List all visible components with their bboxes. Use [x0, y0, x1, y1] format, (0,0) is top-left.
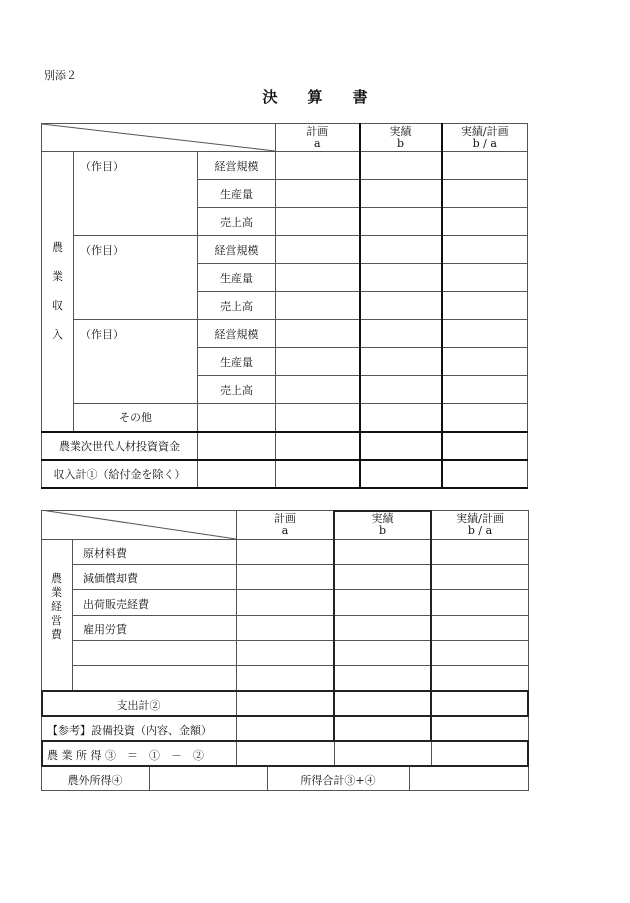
crop-label: （作目）: [74, 236, 198, 320]
metric-label: 経営規模: [198, 320, 276, 348]
crop-label: （作目）: [74, 320, 198, 404]
crop-label: （作目）: [74, 152, 198, 236]
cell-ratio[interactable]: [442, 180, 528, 208]
col-ratio-header-text: 実績/計画 b / a: [456, 512, 504, 537]
expense-item-label: 出荷販売経費: [83, 598, 149, 611]
cell-actual[interactable]: [360, 432, 442, 460]
metric-label: 生産量: [198, 348, 276, 376]
farm-expense-group-label: 農 業 経 営 費: [51, 572, 62, 641]
expenses-grid: [41, 510, 529, 792]
reference-label: 【参考】設備投資（内容、金額）: [47, 724, 212, 737]
col-actual-header: 実績 b: [360, 124, 442, 152]
metric-label: 経営規模: [198, 236, 276, 264]
header-diagonal-cell: [42, 124, 276, 152]
expense-total-label: 支出計②: [116, 699, 161, 712]
col-ratio-header: 実績/計画 b / a: [442, 124, 528, 152]
page-title: 決 算 書: [262, 88, 368, 106]
cell-ratio[interactable]: [442, 236, 528, 264]
cell-ratio[interactable]: [442, 376, 528, 404]
cell-plan[interactable]: [276, 264, 360, 292]
metric-label: 生産量: [198, 180, 276, 208]
cell-ratio[interactable]: [442, 404, 528, 432]
col-actual-header-text: 実績 b: [371, 512, 394, 537]
cell-plan[interactable]: [276, 180, 360, 208]
cell-plan[interactable]: [276, 376, 360, 404]
cell-plan[interactable]: [276, 292, 360, 320]
cell-actual[interactable]: [360, 180, 442, 208]
expense-item-label: 原材料費: [83, 547, 127, 560]
non-farm-income-label: 農外所得④: [67, 774, 123, 787]
cell-ratio[interactable]: [442, 152, 528, 180]
cell-subsidy-extra[interactable]: [198, 432, 276, 460]
cell-plan[interactable]: [276, 152, 360, 180]
cell-income-total-extra[interactable]: [198, 460, 276, 488]
cell-actual[interactable]: [360, 292, 442, 320]
cell-plan[interactable]: [276, 404, 360, 432]
cell-actual[interactable]: [360, 460, 442, 488]
cell-actual[interactable]: [360, 348, 442, 376]
cell-other-metric[interactable]: [198, 404, 276, 432]
income-total-label: 収入計①（給付金を除く）: [42, 460, 198, 488]
cell-plan[interactable]: [276, 208, 360, 236]
income-sum-label: 所得合計③+④: [300, 774, 376, 787]
other-label: その他: [74, 404, 198, 432]
table-income: [41, 123, 528, 489]
metric-label: 売上高: [198, 292, 276, 320]
metric-label: 売上高: [198, 208, 276, 236]
cell-actual[interactable]: [360, 236, 442, 264]
cell-ratio[interactable]: [442, 460, 528, 488]
cell-ratio[interactable]: [442, 264, 528, 292]
cell-actual[interactable]: [360, 376, 442, 404]
farm-income-label: 農 業 所 得 ③ ＝ ① － ②: [47, 749, 204, 762]
annex-label: 別添２: [44, 69, 77, 82]
col-plan-header: 計画 a: [274, 512, 296, 537]
cell-actual[interactable]: [360, 320, 442, 348]
cell-plan[interactable]: [276, 320, 360, 348]
cell-ratio[interactable]: [442, 348, 528, 376]
cell-ratio[interactable]: [442, 208, 528, 236]
cell-plan[interactable]: [276, 432, 360, 460]
col-plan-header: 計画 a: [276, 124, 360, 152]
subsidy-label: 農業次世代人材投資資金: [42, 432, 198, 460]
cell-ratio[interactable]: [442, 432, 528, 460]
metric-label: 生産量: [198, 264, 276, 292]
expense-item-label: 減価償却費: [83, 572, 138, 585]
metric-label: 経営規模: [198, 152, 276, 180]
cell-actual[interactable]: [360, 208, 442, 236]
cell-actual[interactable]: [360, 404, 442, 432]
cell-plan[interactable]: [276, 236, 360, 264]
farm-income-group-label: 農 業 収 入: [42, 152, 74, 432]
cell-plan[interactable]: [276, 348, 360, 376]
cell-actual[interactable]: [360, 152, 442, 180]
cell-plan[interactable]: [276, 460, 360, 488]
cell-ratio[interactable]: [442, 320, 528, 348]
cell-ratio[interactable]: [442, 292, 528, 320]
metric-label: 売上高: [198, 376, 276, 404]
expense-item-label: 雇用労賃: [83, 623, 127, 636]
cell-actual[interactable]: [360, 264, 442, 292]
